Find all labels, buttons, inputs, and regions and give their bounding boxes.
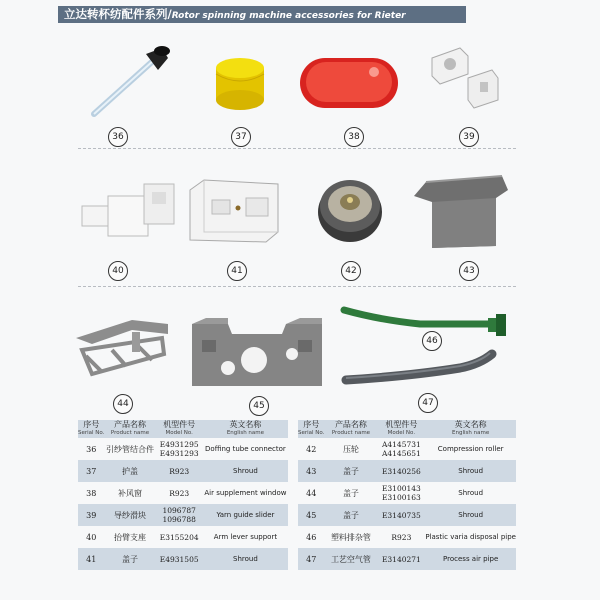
product-number: 37	[231, 127, 251, 147]
product-44-image	[72, 314, 172, 384]
header-title-cn: 立达转杯纺配件系列/	[64, 7, 172, 21]
header-serial: 序号 Serial No.	[298, 420, 325, 436]
table-row: 42 压轮 A4145731 A4145651 Compression roller	[306, 440, 504, 458]
product-37-image	[210, 48, 270, 118]
row-divider	[78, 286, 516, 287]
product-40-image	[80, 178, 180, 242]
table-row: 36 引纱管结合件 E4931295 E4931293 Doffing tube connector	[86, 440, 286, 458]
red-air-window-icon	[298, 52, 402, 112]
table-header-row	[298, 420, 516, 438]
product-41-image	[186, 176, 282, 246]
row-divider	[78, 148, 516, 149]
product-38-image	[298, 52, 402, 112]
product-number: 43	[459, 261, 479, 281]
doffing-tube-connector-icon	[82, 42, 180, 122]
product-47-image	[340, 346, 504, 390]
header-product-name: 产品名称 Product name	[324, 420, 377, 438]
table-row: 46 塑料排杂管 R923 Plastic varia disposal pipe	[306, 532, 516, 542]
product-number: 42	[341, 261, 361, 281]
table-row: 38 补风窗 R923 Air supplement window	[86, 488, 287, 498]
table-row: 37 护盖 R923 Shroud	[78, 460, 288, 482]
product-39-image	[422, 42, 504, 112]
product-number: 41	[227, 261, 247, 281]
header-product-name: 产品名称 Product name	[104, 420, 155, 438]
product-number: 45	[249, 396, 269, 416]
compression-roller-icon	[314, 172, 386, 246]
table-row: 45 盖子 E3140735 Shroud	[298, 504, 516, 526]
table-row: 44 盖子 E3100143 E3100163 Shroud	[306, 484, 484, 502]
arm-lever-support-icon	[80, 178, 180, 242]
spec-table-right	[298, 420, 516, 570]
yarn-guide-slider-icon	[422, 42, 504, 112]
shroud-plate-icon	[188, 316, 326, 390]
table-row: 43 盖子 E3140256 Shroud	[298, 460, 516, 482]
header-model: 机型件号 Model No.	[156, 420, 203, 438]
product-36-image	[82, 42, 180, 122]
table-row: 39 导纱滑块 1096787 1096788 Yarn guide slider	[78, 504, 288, 526]
header-english-name: 英文名称 English name	[203, 420, 288, 438]
grey-shroud-icon	[412, 172, 510, 250]
white-shroud-icon	[186, 176, 282, 246]
product-number: 39	[459, 127, 479, 147]
product-42-image	[314, 172, 386, 246]
page-header	[58, 6, 466, 23]
process-air-pipe-icon	[340, 346, 504, 390]
header-english-name: 英文名称 English name	[425, 420, 516, 438]
table-header-row	[78, 420, 288, 438]
yellow-shroud-icon	[210, 48, 270, 118]
product-45-image	[188, 316, 326, 390]
header-model: 机型件号 Model No.	[377, 420, 425, 438]
product-number: 46	[422, 331, 442, 351]
product-number: 36	[108, 127, 128, 147]
shroud-frame-icon	[72, 314, 172, 384]
product-number: 47	[418, 393, 438, 413]
table-row: 41 盖子 E4931505 Shroud	[78, 548, 288, 570]
table-row: 40 抬臂支座 E3155204 Arm lever support	[86, 532, 278, 542]
product-number: 40	[108, 261, 128, 281]
header-title-en: Rotor spinning machine accessories for Rieter	[171, 11, 406, 21]
product-43-image	[412, 172, 510, 250]
product-number: 44	[113, 394, 133, 414]
product-number: 38	[344, 127, 364, 147]
table-row: 47 工艺空气管 E3140271 Process air pipe	[298, 548, 516, 570]
header-serial: 序号 Serial No.	[78, 420, 105, 436]
spec-table-left	[78, 420, 288, 570]
